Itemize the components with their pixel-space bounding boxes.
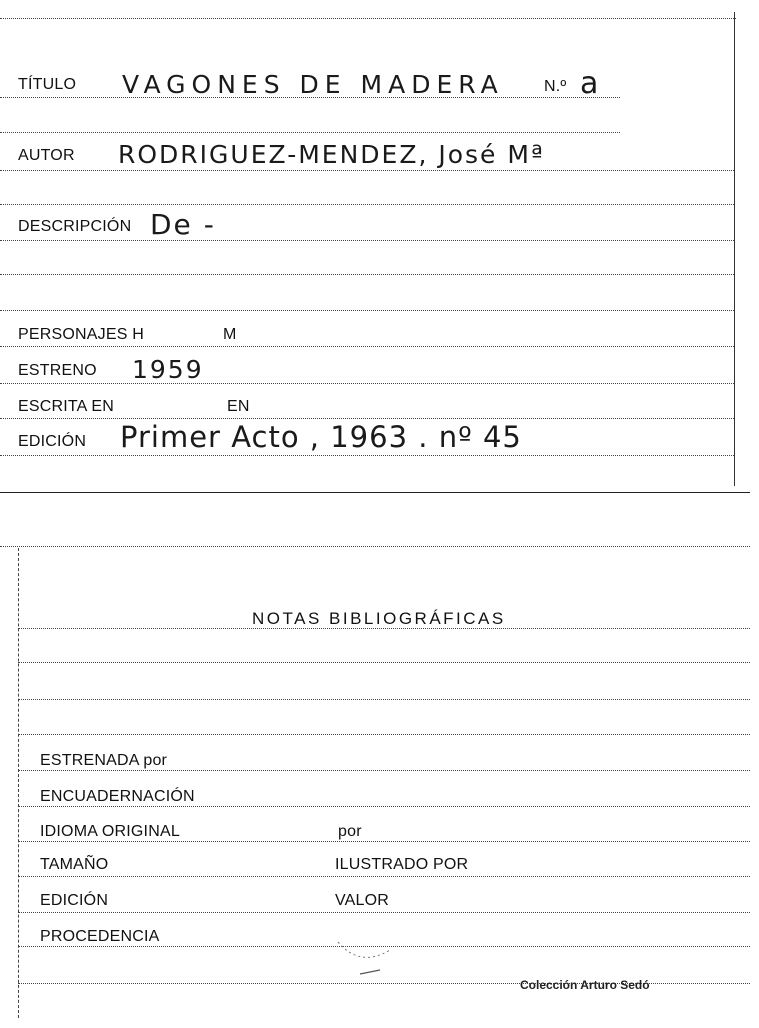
top-card-bottom-border (0, 492, 750, 493)
estrenada-label: ESTRENADA por (40, 752, 168, 769)
edicion-value: Primer Acto , 1963 . nº 45 (120, 420, 522, 454)
autor-value: RODRIGUEZ-MENDEZ, José Mª (118, 140, 545, 169)
bottom-card-top-border (0, 546, 750, 547)
autor-label: AUTOR (18, 147, 75, 164)
field-line (18, 662, 750, 663)
numero-label: N.º (544, 78, 567, 95)
descripcion-label: DESCRIPCIÓN (18, 218, 132, 235)
procedencia-label: PROCEDENCIA (40, 928, 160, 945)
field-line (0, 204, 734, 205)
field-line (18, 912, 750, 913)
field-line (0, 310, 734, 311)
field-line (0, 346, 734, 347)
field-line (18, 628, 750, 629)
idioma-label: IDIOMA ORIGINAL (40, 823, 180, 840)
escrita-en-label: EN (227, 398, 250, 415)
edicion-label-2: EDICIÓN (40, 892, 109, 909)
ilustrado-label: ILUSTRADO POR (335, 856, 469, 873)
notas-heading: NOTAS BIBLIOGRÁFICAS (252, 609, 506, 628)
field-line (0, 240, 734, 241)
valor-label: VALOR (335, 892, 390, 909)
stamp-mark (330, 928, 420, 980)
field-line (18, 841, 750, 842)
field-line (0, 274, 734, 275)
escrita-label: ESCRITA EN (18, 398, 114, 415)
edicion-label: EDICIÓN (18, 433, 87, 450)
por-label: por (338, 823, 362, 840)
field-line (18, 876, 750, 877)
coleccion-stamp: Colección Arturo Sedó (520, 978, 650, 992)
titulo-label: TÍTULO (18, 76, 77, 93)
field-line (18, 770, 750, 771)
titulo-value: VAGONES DE MADERA (122, 70, 504, 99)
field-line (18, 734, 750, 735)
field-line (0, 455, 734, 456)
field-line (0, 383, 734, 384)
personajes-m-label: M (223, 326, 237, 343)
top-card-right-border (734, 12, 735, 486)
bottom-card-left-border (18, 548, 19, 1018)
personajes-label: PERSONAJES H (18, 326, 144, 343)
field-line (0, 132, 620, 133)
estreno-value: 1959 (132, 355, 204, 384)
field-line (0, 418, 734, 419)
field-line (18, 699, 750, 700)
field-line (18, 806, 750, 807)
numero-value: a (580, 66, 601, 101)
tamano-label: TAMAÑO (40, 856, 109, 873)
encuadernacion-label: ENCUADERNACIÓN (40, 788, 195, 805)
descripcion-value: De - (150, 208, 216, 241)
top-card-top-border (0, 18, 736, 19)
estreno-label: ESTRENO (18, 362, 97, 379)
field-line (0, 170, 734, 171)
